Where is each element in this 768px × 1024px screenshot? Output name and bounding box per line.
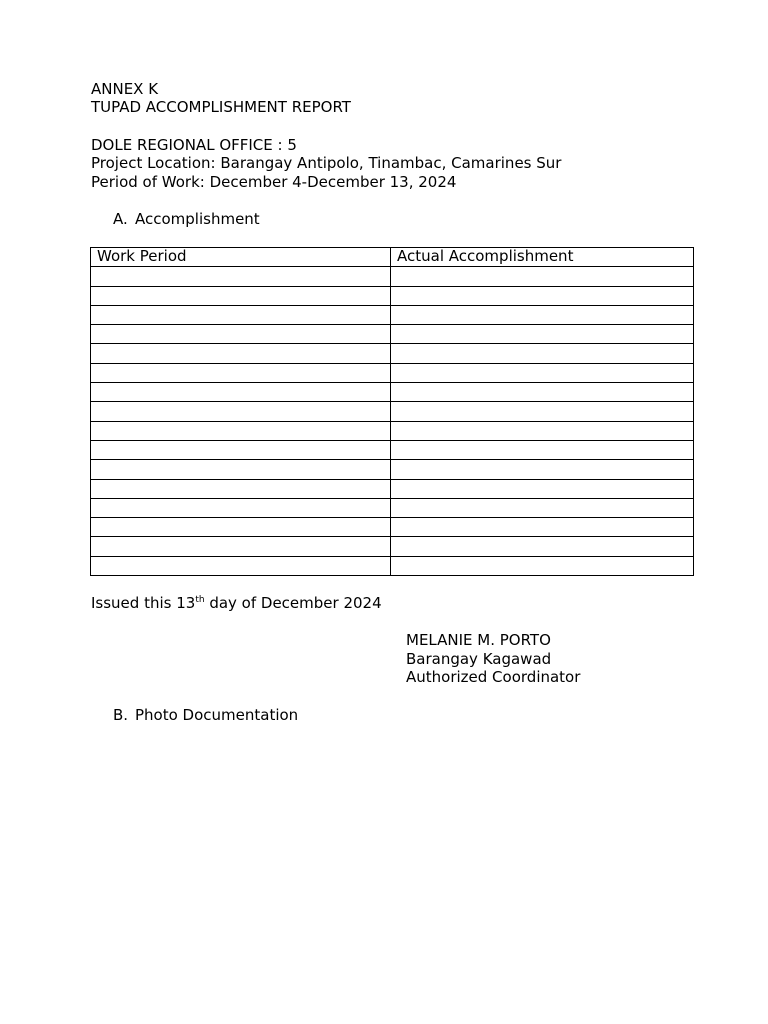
table-row [91,421,694,440]
work-period-cell [91,498,391,517]
section-b-title: Photo Documentation [135,706,299,724]
table-body [91,267,694,576]
actual-accomplishment-cell [391,479,694,498]
section-b-marker: B. [113,706,129,724]
work-period-cell [91,479,391,498]
table-row [91,363,694,382]
table-row [91,325,694,344]
work-period-cell [91,537,391,556]
actual-accomplishment-cell [391,460,694,479]
signatory-role: Authorized Coordinator [406,668,581,686]
work-period-cell [91,440,391,459]
work-period-cell [91,363,391,382]
table-row [91,305,694,324]
table-row [91,556,694,575]
column-header-work-period: Work Period [91,248,391,267]
issued-statement [91,594,382,612]
table-row [91,498,694,517]
table-row [91,460,694,479]
table-row [91,402,694,421]
actual-accomplishment-cell [391,305,694,324]
work-period-cell [91,383,391,402]
work-period-cell [91,267,391,286]
annex-label: ANNEX K [91,80,159,98]
actual-accomplishment-cell [391,498,694,517]
issued-ordinal-suffix: th [195,595,205,605]
issued-suffix: day of December 2024 [204,594,382,612]
signatory-name: MELANIE M. PORTO [406,631,551,649]
table-row [91,267,694,286]
table-row [91,518,694,537]
work-period-cell [91,286,391,305]
table-header-row [91,248,694,267]
work-period-cell [91,460,391,479]
work-period-cell [91,402,391,421]
project-location: Project Location: Barangay Antipolo, Tinambac, Camarines Sur [91,154,562,172]
accomplishment-table [90,247,694,576]
actual-accomplishment-cell [391,440,694,459]
column-header-actual-accomplishment: Actual Accomplishment [391,248,694,267]
issued-prefix: Issued this 13 [91,594,196,612]
table-row [91,537,694,556]
actual-accomplishment-cell [391,518,694,537]
actual-accomplishment-cell [391,286,694,305]
actual-accomplishment-cell [391,325,694,344]
work-period-cell [91,556,391,575]
table-row [91,286,694,305]
regional-office: DOLE REGIONAL OFFICE : 5 [91,136,297,154]
table-row [91,344,694,363]
work-period-cell [91,421,391,440]
actual-accomplishment-cell [391,267,694,286]
actual-accomplishment-cell [391,537,694,556]
period-of-work: Period of Work: December 4-December 13, 2024 [91,173,457,191]
actual-accomplishment-cell [391,421,694,440]
actual-accomplishment-cell [391,363,694,382]
actual-accomplishment-cell [391,556,694,575]
table-row [91,440,694,459]
work-period-cell [91,325,391,344]
actual-accomplishment-cell [391,344,694,363]
actual-accomplishment-cell [391,402,694,421]
work-period-cell [91,305,391,324]
section-b-heading [113,706,298,724]
report-title: TUPAD ACCOMPLISHMENT REPORT [91,98,351,116]
table-row [91,479,694,498]
section-a-heading [113,210,260,228]
section-a-marker: A. [113,210,128,228]
work-period-cell [91,344,391,363]
table-row [91,383,694,402]
signatory-position: Barangay Kagawad [406,650,552,668]
section-a-title: Accomplishment [135,210,260,228]
work-period-cell [91,518,391,537]
actual-accomplishment-cell [391,383,694,402]
